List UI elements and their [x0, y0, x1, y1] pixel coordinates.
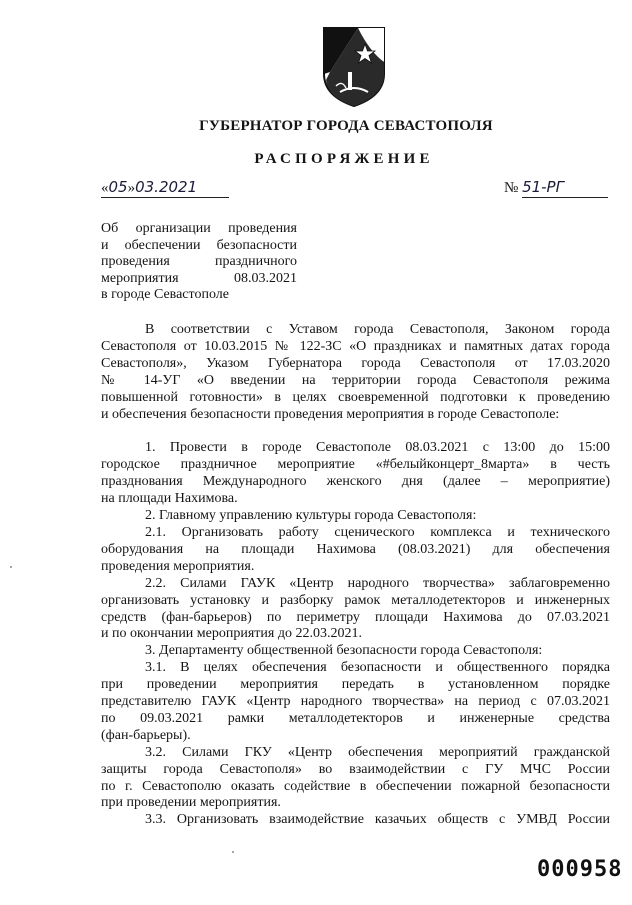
preamble-paragraph [101, 322, 610, 423]
text-line: (фан-барьеры). [101, 727, 191, 743]
order-subject [101, 221, 297, 304]
date-month-year: 03.2021 [135, 178, 198, 196]
text-line: 2.1. Организовать работу сценического комплекса и технического [145, 524, 610, 540]
item-2-1-paragraph [101, 525, 610, 576]
subject-line: Об организации проведения [101, 221, 297, 236]
text-line: 2.2. Силами ГАУК «Центр народного творчества» заблаговременно [145, 575, 610, 591]
order-body [101, 322, 610, 829]
item-2-paragraph [101, 508, 610, 525]
item-3-paragraph [101, 643, 610, 660]
date-close-quote: » [127, 180, 136, 196]
text-line: средств (фан-барьеров) по периметру площади Нахимова до 07.03.2021 [101, 609, 610, 625]
date-open-quote: « [101, 180, 109, 196]
text-line: 3.1. В целях обеспечения безопасности и общественного порядка [145, 660, 610, 676]
text-line: при проведении мероприятия. [101, 795, 281, 811]
scan-speck [232, 851, 234, 853]
subject-line: проведения праздничного [101, 254, 297, 270]
text-line: при проведении мероприятия передать в установленном порядке [101, 677, 610, 693]
order-number [504, 178, 608, 198]
text-line: 3.3. Организовать взаимодействие казачьих обществ с УМВД России [145, 812, 610, 828]
text-line: на площади Нахимова. [101, 491, 238, 507]
authority-heading: ГУБЕРНАТОР ГОРОДА СЕВАСТОПОЛЯ [199, 118, 493, 134]
date-day: 05 [108, 178, 128, 196]
item-3-3-paragraph [101, 812, 610, 829]
text-line: представителю ГАУК «Центр народного творчества» на период с 07.03.2021 [101, 694, 610, 710]
item-2-2-paragraph [101, 576, 610, 644]
text-line: по г. Севастополю оказать содействие в обеспечении пожарной безопасности [101, 778, 610, 794]
scan-speck [10, 566, 12, 568]
text-line: В соответствии с Уставом города Севастополя, Законом города [145, 322, 610, 337]
text-line: защиты города Севастополя» во взаимодействии с ГУ МЧС России [101, 761, 610, 777]
text-line: 3. Департаменту общественной безопасности города Севастополя: [145, 643, 543, 659]
text-line: организовать установку и разборку рамок металлодетекторов и инженерных [101, 592, 610, 608]
text-line: проведения мероприятия. [101, 558, 255, 574]
text-line: оборудования на площади Нахимова (08.03.2021) для обеспечения [101, 541, 610, 557]
item-1-paragraph [101, 440, 610, 508]
text-line: Севастополя», Указом Губернатора города Севастополя от 17.03.2020 [101, 355, 610, 371]
item-3-1-paragraph [101, 660, 610, 745]
text-line: 1. Провести в городе Севастополе 08.03.2021 с 13:00 до 15:00 [145, 440, 610, 456]
text-line: № 14-УГ «О введении на территории города Севастополя режима [101, 372, 610, 388]
text-line: и обеспечения безопасности проведения мероприятия в городе Севастополе: [101, 406, 560, 422]
number-value: 51-РГ [522, 178, 564, 196]
text-line: и по окончании мероприятия до 22.03.2021. [101, 626, 362, 642]
text-line: празднования Международного женского дня (далее – мероприятие) [101, 474, 610, 490]
subject-line: мероприятия 08.03.2021 [101, 270, 297, 286]
item-3-2-paragraph [101, 745, 610, 813]
order-date [101, 178, 229, 198]
subject-line: и обеспечении безопасности [101, 237, 297, 253]
serial-number: 000958 [537, 857, 623, 882]
document-type-heading: РАСПОРЯЖЕНИЕ [254, 151, 434, 167]
subject-line: в городе Севастополе [101, 287, 229, 303]
text-line: по 09.03.2021 рамки металлодетекторов и инженерные средства [101, 710, 610, 726]
text-line: повышенной готовности» в целях своевременной подготовки к проведению [101, 389, 610, 405]
number-label: № [504, 180, 519, 196]
coat-of-arms-icon [318, 22, 390, 108]
text-line: Севастополя от 10.03.2015 № 122-ЗС «О праздниках и памятных датах города [101, 338, 610, 354]
text-line: 3.2. Силами ГКУ «Центр обеспечения мероприятий гражданской [145, 744, 610, 760]
text-line: 2. Главному управлению культуры города Севастополя: [145, 508, 477, 524]
text-line: городское праздничное мероприятие «#белыйконцерт_8марта» в честь [101, 457, 610, 473]
